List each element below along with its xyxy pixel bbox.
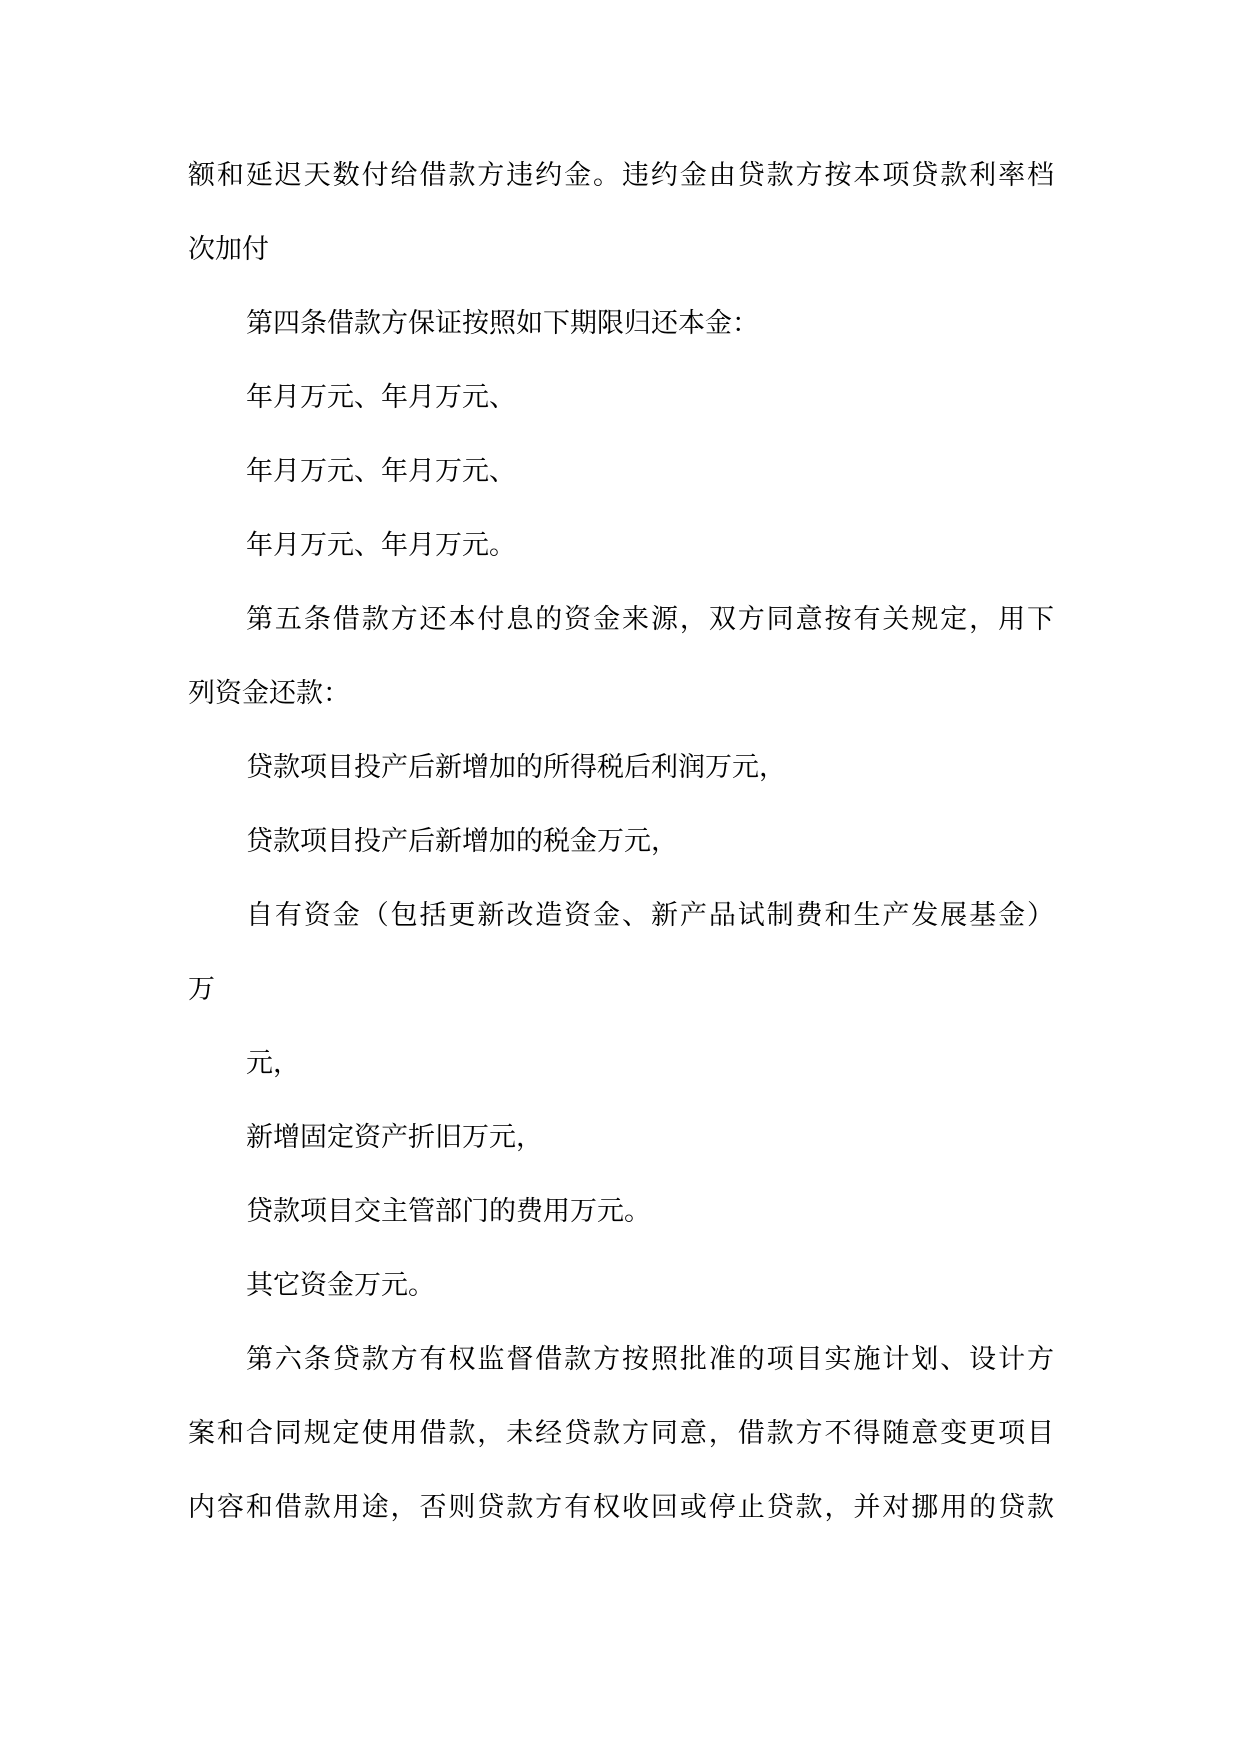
text-line: 列资金还款：	[188, 678, 350, 709]
text-line: 案和合同规定使用借款，未经贷款方同意，借款方不得随意变更项目	[188, 1418, 1054, 1449]
text-line: 第四条借款方保证按照如下期限归还本金：	[246, 308, 759, 339]
text-line: 贷款项目交主管部门的费用万元。	[246, 1196, 651, 1227]
text-line: 年月万元、年月万元。	[246, 530, 516, 561]
text-line: 年月万元、年月万元、	[246, 456, 516, 487]
text-line: 自有资金（包括更新改造资金、新产品试制费和生产发展基金）	[246, 900, 1054, 931]
text-line: 其它资金万元。	[246, 1270, 435, 1301]
text-line: 贷款项目投产后新增加的税金万元，	[246, 826, 678, 857]
text-line: 内容和借款用途，否则贷款方有权收回或停止贷款，并对挪用的贷款	[188, 1492, 1054, 1523]
text-line: 次加付	[188, 234, 269, 265]
text-line: 新增固定资产折旧万元，	[246, 1122, 543, 1153]
text-line: 万	[188, 974, 215, 1005]
text-line: 第五条借款方还本付息的资金来源，双方同意按有关规定，用下	[246, 604, 1054, 635]
text-line: 元，	[246, 1048, 300, 1079]
text-line: 贷款项目投产后新增加的所得税后利润万元，	[246, 752, 786, 783]
text-line: 第六条贷款方有权监督借款方按照批准的项目实施计划、设计方	[246, 1344, 1054, 1375]
text-line: 额和延迟天数付给借款方违约金。违约金由贷款方按本项贷款利率档	[188, 160, 1054, 191]
text-line: 年月万元、年月万元、	[246, 382, 516, 413]
